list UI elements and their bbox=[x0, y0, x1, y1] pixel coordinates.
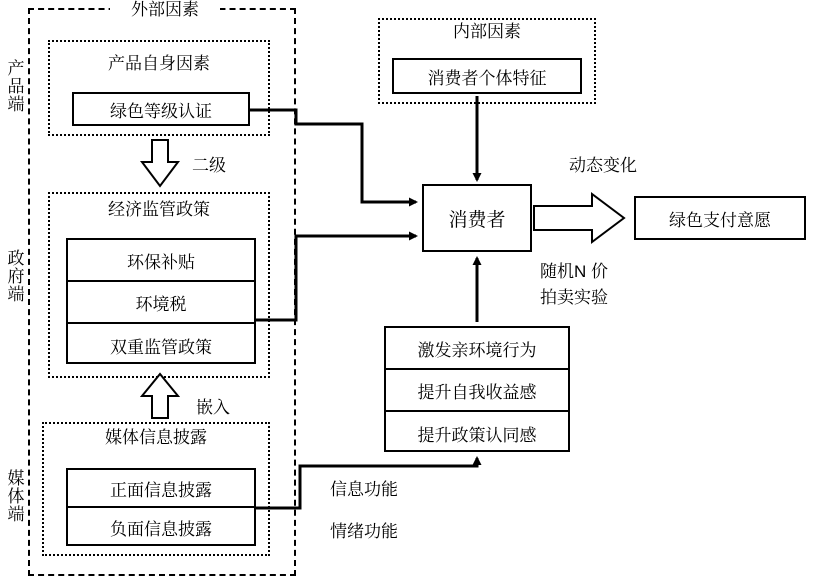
auction-label-line1: 随机N 价 bbox=[540, 262, 608, 281]
second-level-label: 二级 bbox=[192, 156, 226, 175]
env-subsidy-row: 环保补贴 bbox=[68, 240, 254, 282]
media-disclosure-title: 媒体信息披露 bbox=[105, 428, 207, 447]
dual-policy-row: 双重监管政策 bbox=[110, 337, 212, 357]
embed-label: 嵌入 bbox=[196, 398, 230, 417]
economic-policy-title: 经济监管政策 bbox=[108, 200, 210, 219]
green-certification-box: 绿色等级认证 bbox=[72, 92, 250, 126]
internal-factors-title: 内部因素 bbox=[432, 22, 542, 42]
emotion-function-label: 情绪功能 bbox=[330, 522, 398, 541]
negative-disclosure-row: 负面信息披露 bbox=[110, 519, 212, 539]
policy-identity-row: 提升政策认同感 bbox=[417, 425, 537, 445]
mechanism-stack bbox=[384, 326, 570, 452]
green-payment-willingness-box: 绿色支付意愿 bbox=[634, 196, 806, 240]
auction-label-line2: 拍卖实验 bbox=[540, 288, 608, 307]
product-factors-title: 产品自身因素 bbox=[108, 54, 210, 73]
dynamic-change-label: 动态变化 bbox=[569, 156, 637, 175]
government-side-label: 政府端 bbox=[7, 249, 25, 304]
positive-disclosure-row: 正面信息披露 bbox=[68, 470, 254, 508]
product-side-label: 产品端 bbox=[7, 59, 25, 114]
consumer-to-willingness-block-arrow bbox=[534, 194, 624, 242]
self-benefit-row: 提升自我收益感 bbox=[386, 370, 568, 412]
media-disclosure-stack bbox=[66, 468, 256, 546]
economic-policy-stack bbox=[66, 238, 256, 364]
info-function-label: 信息功能 bbox=[330, 480, 398, 499]
consumer-traits-box: 消费者个体特征 bbox=[392, 58, 582, 94]
consumer-box: 消费者 bbox=[422, 184, 532, 252]
env-tax-row: 环境税 bbox=[68, 282, 254, 324]
media-side-label: 媒体端 bbox=[7, 469, 25, 524]
stimulate-pro-env-row: 激发亲环境行为 bbox=[386, 328, 568, 370]
external-factors-title: 外部因素 bbox=[110, 0, 220, 20]
